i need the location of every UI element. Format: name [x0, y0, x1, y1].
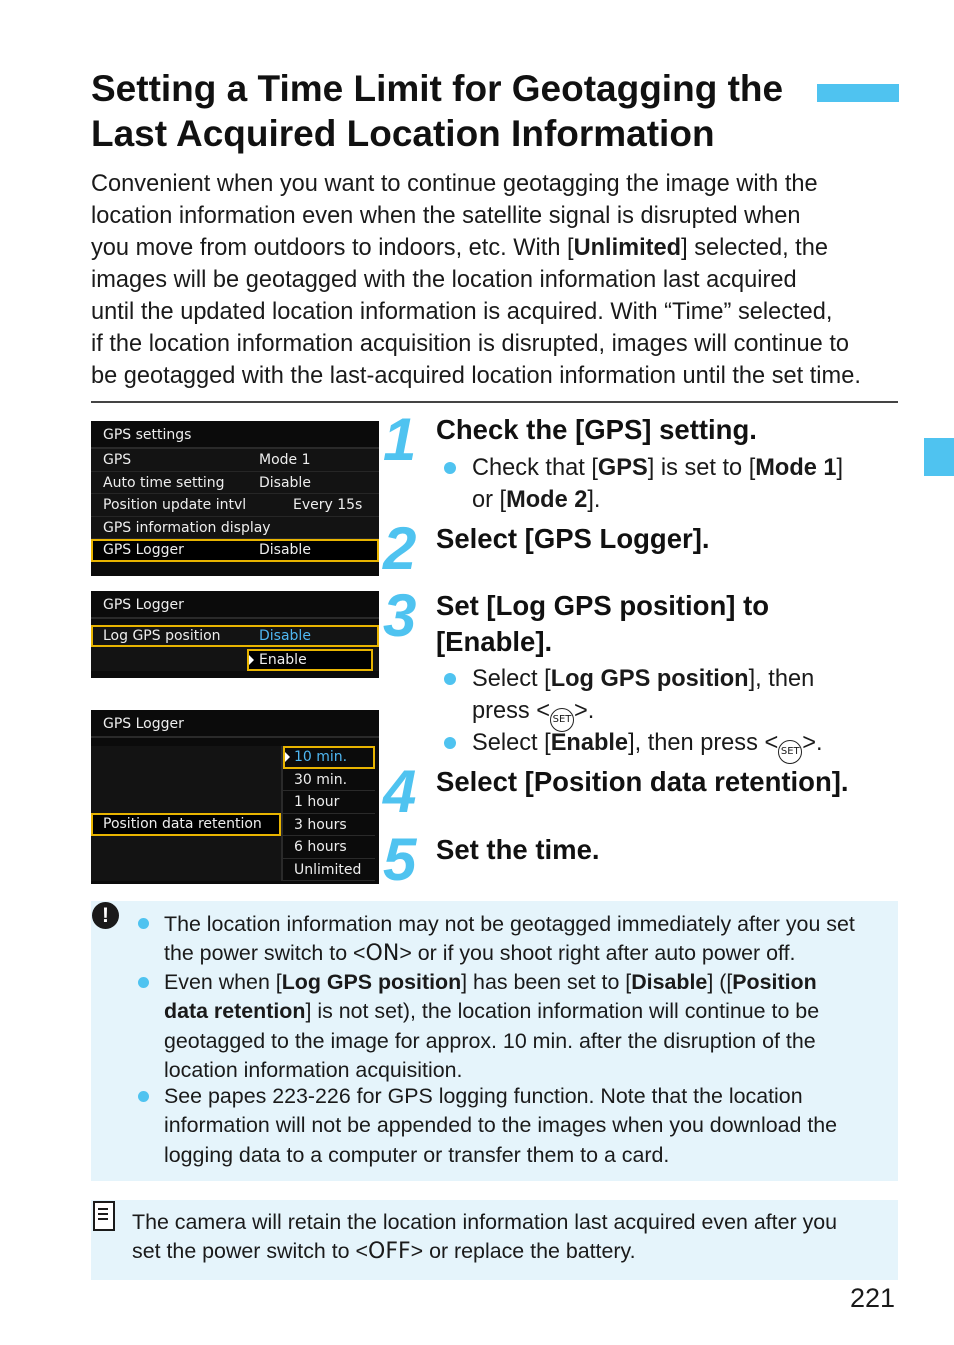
- step-1-title: Check the [GPS] setting.: [436, 414, 757, 445]
- menu-row-value: Disable: [259, 542, 311, 558]
- caution-line: location information acquisition.: [164, 1057, 463, 1082]
- intro-paragraph: [91, 168, 903, 392]
- intro-line: Convenient when you want to continue geotagging the image with the: [91, 171, 818, 197]
- retention-options: [281, 746, 375, 881]
- set-button-icon: SET: [778, 740, 802, 764]
- step-3-title-line: Set [Log GPS position] to: [436, 590, 770, 621]
- menu-row-value: Mode 1: [259, 452, 311, 468]
- text: ] ([: [707, 970, 733, 994]
- option-label: 3 hours: [294, 816, 347, 833]
- text: ], then: [748, 666, 815, 692]
- screen-body: [91, 625, 379, 671]
- page-title-line-2: Last Acquired Location Information: [91, 113, 715, 154]
- step-5-title: Set the time.: [436, 834, 600, 865]
- text: press <: [472, 698, 551, 724]
- step-4-title: Select [Position data retention].: [436, 766, 849, 797]
- step-number-4: 4: [383, 758, 417, 825]
- note-text: [132, 1208, 892, 1267]
- caution-item-3: [164, 1082, 884, 1170]
- menu-row-label: GPS information display: [103, 519, 271, 536]
- text: Even when [: [164, 970, 282, 994]
- gps-settings-screen: [91, 421, 379, 576]
- bullet-dot: [444, 462, 456, 474]
- step-3-title: [436, 588, 906, 660]
- option-10-min: [283, 746, 375, 769]
- menu-row-selected-gps-logger: [91, 539, 379, 562]
- bullet-dot: [444, 737, 456, 749]
- text: Select [: [472, 666, 551, 692]
- menu-row-value: Every 15s: [293, 497, 363, 513]
- menu-row-value: Disable: [259, 628, 311, 644]
- section-side-tab: [924, 438, 954, 476]
- caution-line: [164, 968, 884, 997]
- caution-line: [164, 997, 884, 1026]
- intro-text: you move from outdoors to indoors, etc. With [: [91, 235, 574, 261]
- bullet-line: [472, 484, 902, 516]
- text: > or if you shoot right after auto power off.: [399, 941, 796, 966]
- option-6-hours: [283, 836, 375, 859]
- bullet-line: [472, 727, 902, 764]
- step-number-2: 2: [383, 515, 417, 582]
- text: set the power switch to <: [132, 1239, 369, 1264]
- menu-row: [91, 517, 379, 540]
- power-on-symbol: ON: [365, 941, 400, 967]
- bold-text: Enable: [550, 730, 629, 756]
- bold-text: Disable: [631, 970, 708, 994]
- menu-row-value: Disable: [259, 474, 311, 491]
- text: >.: [574, 698, 595, 724]
- menu-row: [91, 449, 379, 472]
- menu-row-label: Position data retention: [103, 816, 262, 832]
- text: ] has been set to [: [461, 970, 632, 994]
- note-line: [132, 1237, 892, 1266]
- option-label: 6 hours: [294, 839, 347, 855]
- power-off-symbol: OFF: [368, 1239, 411, 1265]
- bold-text: Log GPS position: [281, 970, 462, 994]
- step-number-3: 3: [383, 582, 417, 649]
- option-1-hour: [283, 791, 375, 814]
- menu-row-label: Log GPS position: [103, 628, 221, 644]
- bullet-dot: [138, 918, 149, 929]
- bold-text: Log GPS position: [550, 666, 749, 692]
- text: Check that [: [472, 455, 598, 481]
- gps-logger-screen-retention: [91, 710, 379, 884]
- intro-line: images will be geotagged with the location information last acquired: [91, 267, 797, 293]
- gps-logger-screen-log: [91, 591, 379, 678]
- intro-text: ] selected, the: [681, 235, 828, 261]
- bullet-dot: [444, 673, 456, 685]
- menu-row-label: Auto time setting: [103, 474, 225, 491]
- menu-row-label: Position update intvl: [103, 497, 247, 513]
- menu-row-label: GPS Logger: [103, 542, 184, 558]
- intro-line: [91, 232, 903, 264]
- page-title: [91, 66, 811, 156]
- bullet-dot: [138, 1091, 149, 1102]
- option-label: 30 min.: [294, 771, 348, 788]
- bold-text: data retention: [164, 999, 306, 1024]
- option-3-hours: [283, 814, 375, 837]
- text: or [: [472, 487, 507, 513]
- option-label: Enable: [259, 652, 307, 668]
- option-label: Unlimited: [294, 861, 362, 878]
- text: ] is set to [: [647, 455, 756, 481]
- text: ]: [836, 455, 844, 481]
- bullet-dot: [138, 977, 149, 988]
- selection-arrow-icon: [249, 655, 254, 665]
- option-label: 1 hour: [294, 794, 340, 810]
- step-3-bullet-2: [472, 727, 902, 764]
- step-3-title-line: [Enable].: [436, 626, 553, 657]
- intro-bold-unlimited: Unlimited: [573, 235, 682, 261]
- bullet-line: [472, 663, 902, 695]
- text: >.: [802, 730, 823, 756]
- option-label: 10 min.: [294, 749, 348, 765]
- menu-row-log-gps-position: [91, 625, 379, 647]
- step-2-title: Select [GPS Logger].: [436, 523, 710, 554]
- bullet-line: [472, 452, 902, 484]
- menu-row: [91, 494, 379, 517]
- memo-icon: [93, 1201, 115, 1231]
- intro-line: location information even when the satellite signal is disrupted when: [91, 203, 801, 229]
- title-accent-bar: [817, 84, 899, 102]
- bold-text: GPS: [597, 455, 648, 481]
- caution-line: logging data to a computer or transfer them to a card.: [164, 1142, 670, 1167]
- intro-line: until the updated location information is acquired. With “Time” selected,: [91, 299, 833, 325]
- caution-line: [164, 939, 884, 968]
- text: the power switch to <: [164, 941, 366, 966]
- screen-left-panel: [91, 746, 281, 881]
- step-1-bullet: [472, 452, 902, 516]
- screen-title: GPS Logger: [91, 710, 379, 738]
- text: ].: [587, 487, 601, 513]
- set-button-icon: SET: [550, 708, 574, 732]
- text: > or replace the battery.: [410, 1239, 636, 1264]
- bold-text: Mode 2: [506, 487, 588, 513]
- step-number-1: 1: [383, 406, 417, 473]
- caution-line: information will not be appended to the images when you download the: [164, 1113, 838, 1138]
- caution-item-1: [164, 910, 884, 969]
- caution-line: The location information may not be geotagged immediately after you set: [164, 912, 855, 936]
- option-unlimited: [283, 859, 375, 882]
- menu-row-position-data-retention: [91, 813, 281, 836]
- step-number-5: 5: [383, 826, 417, 893]
- option-30-min: [283, 769, 375, 792]
- text: ] is not set), the location information will continue to be: [305, 999, 820, 1024]
- selection-arrow-icon: [285, 752, 290, 762]
- intro-line: if the location information acquisition is disrupted, images will continue to: [91, 331, 850, 357]
- note-line: The camera will retain the location information last acquired even after you: [132, 1210, 838, 1234]
- text: Select [: [472, 730, 551, 756]
- menu-row-label: GPS: [103, 452, 132, 468]
- step-3-bullet-1: [472, 663, 902, 732]
- caution-item-2: [164, 968, 884, 1085]
- bold-text: Mode 1: [755, 455, 837, 481]
- screen-title: GPS settings: [91, 421, 379, 449]
- bold-text: Position: [732, 970, 817, 994]
- page-number: 221: [850, 1283, 896, 1313]
- menu-row: [91, 472, 379, 495]
- intro-line: be geotagged with the last-acquired location information until the set time.: [91, 363, 861, 389]
- option-enable: [247, 649, 373, 671]
- caution-icon: !: [92, 902, 119, 929]
- caution-line: See papes 223-226 for GPS logging function. Note that the location: [164, 1084, 803, 1108]
- screen-title: GPS Logger: [91, 591, 379, 619]
- screen-body: [91, 746, 379, 881]
- page-title-line-1: Setting a Time Limit for Geotagging the: [91, 68, 784, 109]
- section-divider: [91, 401, 898, 403]
- text: ], then press <: [628, 730, 779, 756]
- caution-line: geotagged to the image for approx. 10 min. after the disruption of the: [164, 1028, 816, 1053]
